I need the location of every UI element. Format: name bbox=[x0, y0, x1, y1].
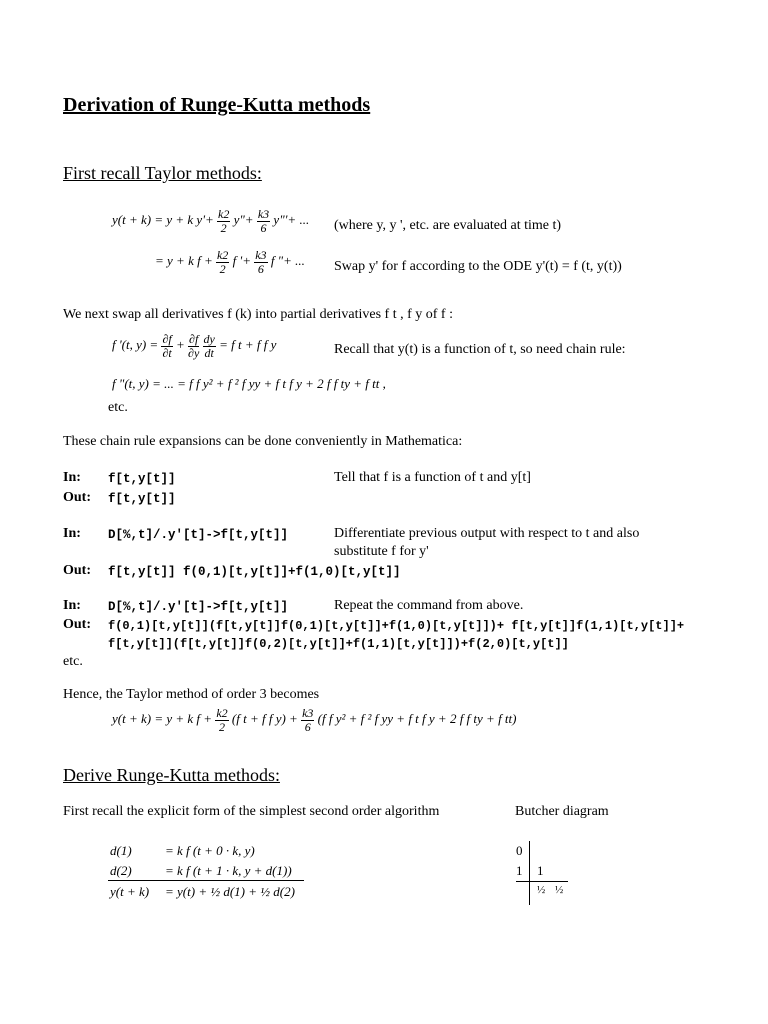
butcher-c1: 0 bbox=[516, 843, 523, 858]
taylor-eq-1: y(t + k) = y + k y'+ $\frac{k2}{2}$ y"+ $\frac{k3}{6}$ y"'+ ... bbox=[112, 207, 310, 235]
out-code: f[t,y[t]](f[t,y[t]]f(0,2)[t,y[t]]+f(1,1)[t,y[t]])+f(2,0)[t,y[t]] bbox=[108, 637, 569, 651]
butcher-vline bbox=[529, 841, 530, 905]
etc-text: etc. bbox=[108, 400, 128, 415]
swap-text: We next swap all derivatives f (k) into partial derivatives f t , f y of f : bbox=[63, 307, 453, 322]
rk-row-rhs: = k f (t + 1 · k, y + d(1)) bbox=[165, 863, 292, 878]
rk-intro: First recall the explicit form of the simplest second order algorithm bbox=[63, 804, 440, 819]
f-prime-note: Recall that y(t) is a function of t, so need chain rule: bbox=[334, 342, 626, 357]
in-code: f[t,y[t]] bbox=[108, 472, 176, 486]
rk-row-rhs: = y(t) + ½ d(1) + ½ d(2) bbox=[165, 884, 295, 899]
etc-text: etc. bbox=[63, 654, 83, 669]
f-double-prime-eq: f "(t, y) = ... = f f y² + f ² f yy + f t f y + 2 f f ty + f tt , bbox=[112, 376, 386, 391]
f-prime-eq: f '(t, y) = $\frac{\partial f}{\partial t}$ + $\frac{\partial f}{\partial y}$ $\frac{dy}{dt}$ = f t + f f y bbox=[112, 332, 277, 360]
taylor-eq-2: = y + k f + $\frac{k2}{2}$ f '+ $\frac{k3}{6}$ f "+ ... bbox=[155, 248, 305, 276]
in-code: D[%,t]/.y'[t]->f[t,y[t]] bbox=[108, 600, 289, 614]
butcher-hline bbox=[516, 881, 568, 882]
out-label: Out: bbox=[63, 490, 91, 505]
in-label: In: bbox=[63, 470, 81, 485]
in-label: In: bbox=[63, 526, 81, 541]
section-heading-taylor: First recall Taylor methods: bbox=[63, 163, 262, 183]
out-code: f(0,1)[t,y[t]](f[t,y[t]]f(0,1)[t,y[t]]+f(1,0)[t,y[t]])+ f[t,y[t]]f(1,1)[t,y[t]]+ bbox=[108, 619, 685, 633]
mathematica-note: Tell that f is a function of t and y[t] bbox=[334, 470, 531, 485]
rk-row-lhs: d(2) bbox=[110, 863, 132, 878]
page-title: Derivation of Runge-Kutta methods bbox=[63, 94, 371, 116]
chain-text: These chain rule expansions can be done conveniently in Mathematica: bbox=[63, 434, 463, 449]
mathematica-note: Repeat the command from above. bbox=[334, 598, 524, 613]
mathematica-note: Differentiate previous output with respect to t and also bbox=[334, 526, 640, 541]
in-code: D[%,t]/.y'[t]->f[t,y[t]] bbox=[108, 528, 289, 542]
butcher-label: Butcher diagram bbox=[515, 804, 609, 819]
rk-divider bbox=[108, 880, 304, 881]
taylor-order3-eq: y(t + k) = y + k f + $\frac{k2}{2}$ (f t + f f y) + $\frac{k3}{6}$ (f f y² + f ² f yy + f t f y + 2 f f ty + f tt) bbox=[112, 706, 517, 734]
in-label: In: bbox=[63, 598, 81, 613]
out-label: Out: bbox=[63, 617, 91, 632]
taylor-eq-1-note: (where y, y ', etc. are evaluated at time t) bbox=[334, 218, 562, 233]
butcher-b1: ½ bbox=[537, 884, 546, 896]
out-code: f[t,y[t]] bbox=[108, 492, 176, 506]
butcher-c2: 1 bbox=[516, 863, 523, 878]
butcher-b2: ½ bbox=[555, 884, 564, 896]
rk-row-lhs: d(1) bbox=[110, 843, 132, 858]
section-heading-runge-kutta: Derive Runge-Kutta methods: bbox=[63, 765, 280, 785]
out-code: f[t,y[t]] f(0,1)[t,y[t]]+f(1,0)[t,y[t]] bbox=[108, 565, 401, 579]
hence-text: Hence, the Taylor method of order 3 becomes bbox=[63, 687, 320, 702]
rk-row-lhs: y(t + k) bbox=[110, 884, 150, 899]
rk-row-rhs: = k f (t + 0 · k, y) bbox=[165, 843, 255, 858]
out-label: Out: bbox=[63, 563, 91, 578]
mathematica-note: substitute f for y' bbox=[334, 544, 429, 559]
taylor-eq-2-note: Swap y' for f according to the ODE y'(t) = f (t, y(t)) bbox=[334, 259, 622, 274]
butcher-a21: 1 bbox=[537, 863, 544, 878]
